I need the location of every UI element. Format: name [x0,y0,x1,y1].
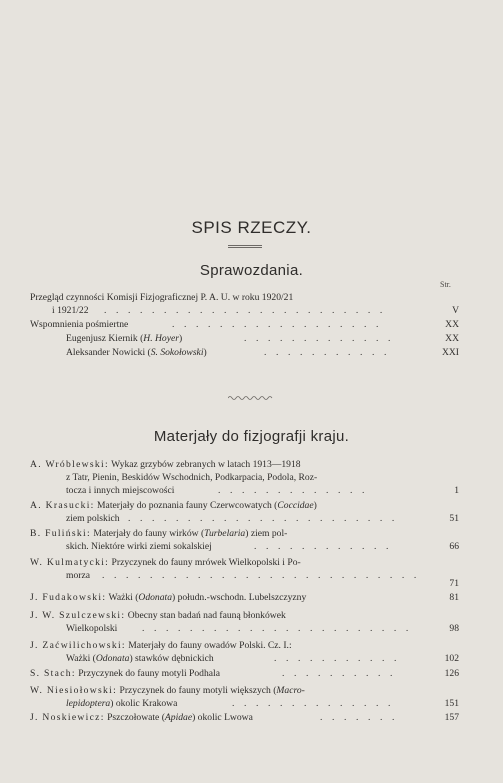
leader-dots: . . . . . . . . . . . . . . . . . . . . . . . [142,623,412,634]
material-entry-6-line-1: J. W. Szulczewski: Obecny stan badań nad fauną błonkówek [30,610,286,621]
material-entry-10-line-1: J. Noskiewicz: Pszczołowate (Apidae) okolic Lwowa [30,712,253,723]
material-entry-8-page: 126 [444,668,459,679]
material-entry-9-line-1: W. Niesiołowski: Przyczynek do fauny motyli większych (Macro- [30,685,305,696]
leader-dots: . . . . . . . . . . . [264,347,390,358]
report-entry-2-page: XX [445,319,459,330]
report-entry-4-page: XXI [441,347,459,358]
leader-dots: . . . . . . . . . . . . . . . . . . . . . . . . . . . [102,570,420,581]
report-entry-1-page: V [452,305,459,316]
material-entry-1-line-2: z Tatr, Pienin, Beskidów Wschodnich, Podkarpacia, Podola, Roz- [66,472,318,483]
material-entry-1-page: 1 [454,485,459,496]
page-title: SPIS RZECZY. [191,218,312,237]
material-entry-7-line-2: Ważki (Odonata) stawków dębnickich [66,653,214,664]
leader-dots: . . . . . . . . . . . . . . . . . . . . . . . [128,513,398,524]
material-entry-4-line-1: W. Kulmatycki: Przyczynek do fauny mrówek Wielkopolski i Po- [30,557,301,568]
report-entry-1-line-2: i 1921/22 [52,305,89,316]
material-entry-3-line-2: skich. Niektóre wirki ziemi sokalskiej [66,541,212,552]
material-entry-1-line-3: tocza i innych miejscowości [66,485,175,496]
material-entry-9-line-2: lepidoptera) okolic Krakowa [66,698,178,709]
material-entry-7-line-1: J. Zaćwilichowski: Materjały do fauny owadów Polski. Cz. I.: [30,640,292,651]
leader-dots: . . . . . . . . . . . . [254,541,392,552]
report-entry-4: Aleksander Nowicki (S. Sokołowski) [66,347,207,358]
leader-dots: . . . . . . . . . . . . . . [232,698,394,709]
material-entry-2-line-1: A. Krasucki: Materjały do poznania fauny Czerwcowatych (Coccidae) [30,500,317,511]
leader-dots: . . . . . . . . . . . . . [244,333,394,344]
title-rule [228,245,262,248]
report-entry-3-page: XX [445,333,459,344]
material-entry-4-page: 71 [449,578,459,589]
material-entry-3-page: 66 [449,541,459,552]
page-column-label: Str. [440,280,451,289]
material-entry-6-page: 98 [449,623,459,634]
leader-dots: . . . . . . . [320,712,398,723]
materials-heading: Materjały do fizjografji kraju. [153,428,350,445]
leader-dots: . . . . . . . . . . . . . [218,485,368,496]
report-entry-3: Eugenjusz Kiernik (H. Hoyer) [66,333,183,344]
report-entry-1-line-1: Przegląd czynności Komisji Fizjograficznej P. A. U. w roku 1920/21 [30,292,294,303]
leader-dots: . . . . . . . . . . [282,668,396,679]
material-entry-2-line-2: ziem polskich [66,513,120,524]
material-entry-10-page: 157 [444,712,459,723]
material-entry-5-line-1: J. Fudakowski: Ważki (Odonata) połudn.-wschodn. Lubelszczyzny [30,592,307,603]
leader-dots: . . . . . . . . . . . . . . . . . . . . . . . . [104,305,386,316]
material-entry-2-page: 51 [449,513,459,524]
material-entry-1-line-1: A. Wróblewski: Wykaz grzybów zebranych w latach 1913—1918 [30,459,301,470]
section-ornament [228,395,274,401]
material-entry-4-line-2: morza [66,570,90,581]
material-entry-5-page: 81 [449,592,459,603]
material-entry-3-line-1: B. Fuliński: Materjały do fauny wirków (Turbelaria) ziem pol- [30,528,288,539]
reports-heading: Sprawozdania. [199,262,304,279]
material-entry-9-page: 151 [444,698,459,709]
material-entry-6-line-2: Wielkopolski [66,623,118,634]
material-entry-8-line-1: S. Stach: Przyczynek do fauny motyli Podhala [30,668,220,679]
material-entry-7-page: 102 [444,653,459,664]
leader-dots: . . . . . . . . . . . . . . . . . . [172,319,382,330]
report-entry-2: Wspomnienia pośmiertne [30,319,129,330]
leader-dots: . . . . . . . . . . . [274,653,400,664]
